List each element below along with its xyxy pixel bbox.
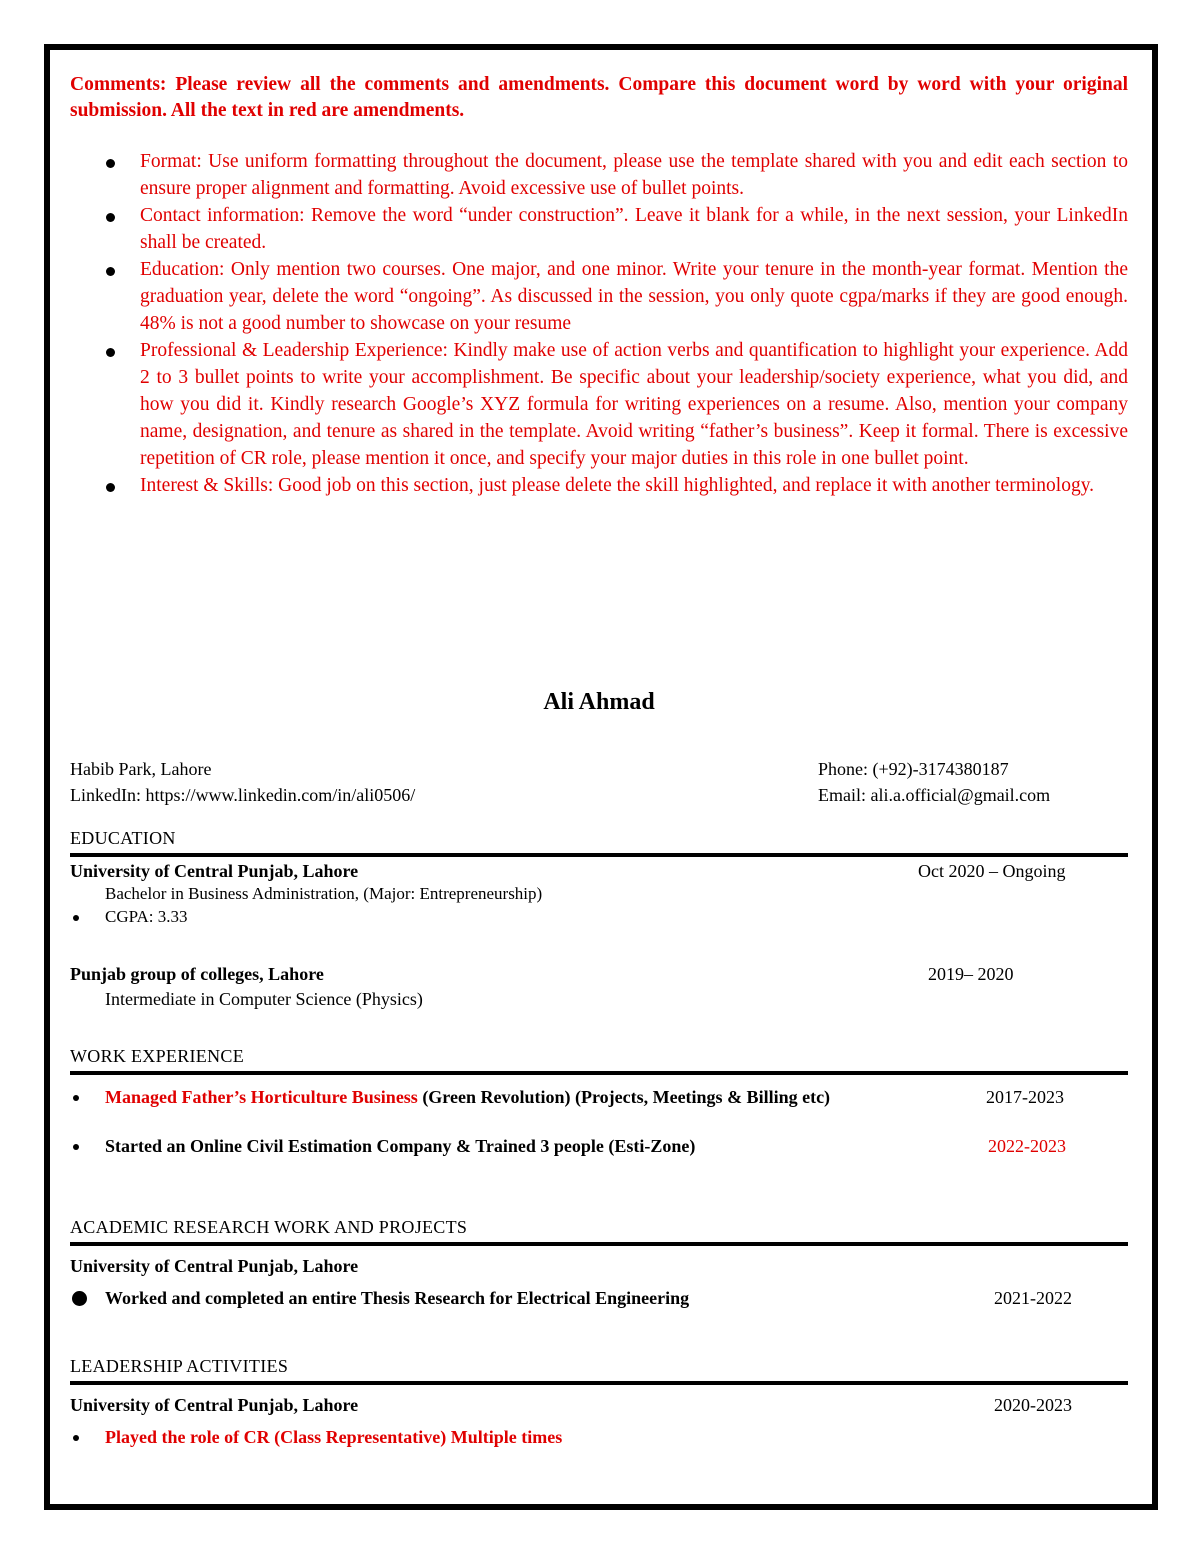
work-item: Started an Online Civil Estimation Company & Trained 3 people (Esti-Zone) 2022-2023 [70, 1134, 1128, 1158]
cgpa-item: CGPA: 3.33 [70, 905, 1128, 929]
degree: Bachelor in Business Administration, (Major: Entrepreneurship) [105, 884, 543, 903]
section-research [70, 1217, 1128, 1310]
date: Oct 2020 – Ongoing [918, 861, 1066, 881]
bullet-icon [106, 159, 115, 168]
section-title: EDUCATION [70, 828, 1128, 857]
education-entry [70, 962, 1128, 986]
section-education [70, 828, 1128, 1012]
document-content [70, 72, 1128, 1447]
institution: Punjab group of colleges, Lahore [70, 964, 324, 984]
bullet-icon [106, 483, 115, 492]
bullet-icon [72, 1291, 87, 1306]
linkedin: LinkedIn: https://www.linkedin.com/in/ali0506/ [70, 785, 416, 805]
phone: Phone: (+92)-3174380187 [818, 759, 1009, 779]
comment-contact: Contact information: Remove the word “under construction”. Leave it blank for a while, in the next session, your LinkedIn shall be created. [70, 202, 1128, 256]
comments-title: Comments: Please review all the comments and amendments. Compare this document word by word with your original submission. All the text in red are amendments. [70, 74, 1128, 121]
research-item: Worked and completed an entire Thesis Research for Electrical Engineering 2021-2022 [70, 1286, 1128, 1310]
leadership-item: Played the role of CR (Class Representative) Multiple times [70, 1425, 1128, 1449]
email: Email: ali.a.official@gmail.com [818, 785, 1051, 805]
resume-name: Ali Ahmad [543, 689, 655, 715]
institution: University of Central Punjab, Lahore [70, 1395, 359, 1415]
institution: University of Central Punjab, Lahore [70, 861, 359, 881]
contact-right [818, 756, 1050, 808]
comment-education: Education: Only mention two courses. One major, and one minor. Write your tenure in the month-year format. Mention the graduation year, delete the word “ongoing”. As discussed in the session, you only quote cgpa/marks if they are good enough. 48% is not a good number to showcase on your resume [70, 256, 1128, 337]
work-item: Managed Father’s Horticulture Business (Green Revolution) (Projects, Meetings & Billing etc) 2017-2023 [70, 1085, 1128, 1109]
bullet-icon [106, 213, 115, 222]
date: 2021-2022 [994, 1288, 1072, 1308]
education-entry [70, 859, 1128, 883]
bullet-icon [73, 915, 79, 921]
comment-skills: Interest & Skills: Good job on this section, just please delete the skill highlighted, and replace it with another terminology. [70, 472, 1128, 499]
comment-experience: Professional & Leadership Experience: Kindly make use of action verbs and quantification to highlight your experience. Add 2 to 3 bullet points to write your accomplishment. Be specific about your leadership/society experience, what you did, and how you did it. Kindly research Google’s XYZ formula for writing experiences on a resume. Also, mention your company name, designation, and tenure as shared in the template. Avoid writing “father’s business”. Keep it formal. There is excessive repetition of CR role, please mention it once, and specify your major duties in this role in one bullet point. [70, 337, 1128, 472]
bullet-icon [106, 267, 115, 276]
bullet-icon [73, 1095, 79, 1101]
contact-block [70, 756, 1128, 808]
section-title: ACADEMIC RESEARCH WORK AND PROJECTS [70, 1217, 1128, 1246]
comments-list [70, 148, 1128, 499]
comment-format: Format: Use uniform formatting throughout the document, please use the template shared with you and edit each section to ensure proper alignment and formatting. Avoid excessive use of bullet points. [70, 148, 1128, 202]
section-title: WORK EXPERIENCE [70, 1046, 1128, 1075]
institution: University of Central Punjab, Lahore [70, 1256, 359, 1276]
section-work-experience [70, 1046, 1128, 1158]
address: Habib Park, Lahore [70, 759, 212, 779]
date: 2022-2023 [988, 1136, 1066, 1156]
date: 2019– 2020 [928, 964, 1014, 984]
bullet-icon [106, 348, 115, 357]
leadership-entry [70, 1393, 1128, 1417]
section-leadership [70, 1356, 1128, 1449]
degree: Intermediate in Computer Science (Physics) [105, 989, 423, 1009]
bullet-icon [73, 1435, 79, 1441]
date: 2017-2023 [986, 1087, 1064, 1107]
bullet-icon [73, 1144, 79, 1150]
section-title: LEADERSHIP ACTIVITIES [70, 1356, 1128, 1385]
date: 2020-2023 [994, 1395, 1072, 1415]
